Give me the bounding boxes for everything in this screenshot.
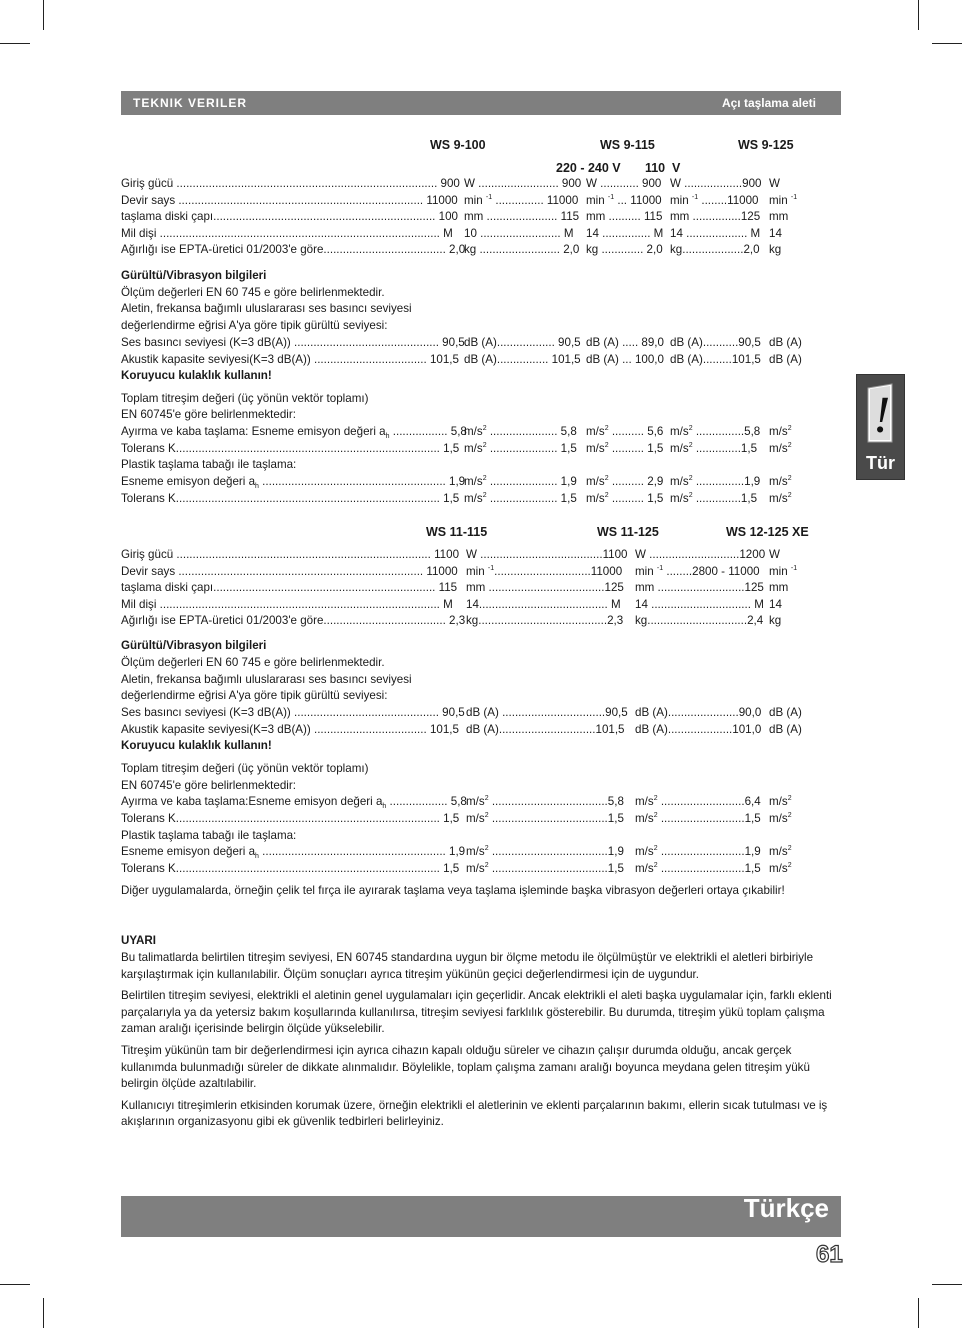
vibration-line: Toplam titreşim değeri (üç yönün vektör toplamı) [121, 762, 369, 775]
row-value: $m/s^2$ [769, 811, 792, 825]
row-value: W [769, 548, 780, 561]
noise-line: Aletin, frekansa bağımlı uluslararası ses basıncı seviyesi [121, 302, 412, 315]
row-value: $m/s^2$ ..........................1,5 [635, 861, 761, 875]
table-row [121, 722, 841, 739]
row-value: $m/s^2$ ..........................1,5 [635, 811, 761, 825]
row-value: $m/s^2$ [769, 845, 792, 858]
row-label: Tolerans K.................................................................................. 1,5 [121, 491, 460, 505]
vibration-line: Toplam titreşim değeri (üç yönün vektör toplamı) [121, 392, 369, 405]
row-value: $m/s^2$ [769, 475, 792, 488]
crop-mark [43, 1298, 44, 1328]
row-value: min $^{-1}$ ........2800 - 11000 [635, 564, 760, 578]
row-value: $m/s^2$ ..............1,5 [670, 441, 758, 455]
row-value: W ..................900 [670, 177, 762, 190]
noise-table-1 [121, 335, 841, 368]
row-value: $m/s^2$ ....................................5,8 [466, 795, 624, 808]
table-row [121, 209, 841, 226]
row-label: taşlama diski çapı..................................................................... 115 [121, 581, 458, 595]
row-value: dB (A)................ 101,5 [464, 352, 581, 366]
crop-mark [932, 43, 962, 44]
model-header: WS 9-100 [430, 138, 486, 152]
row-value: W ............ 900 [586, 177, 662, 190]
row-value: 10 ......................... M [464, 226, 574, 240]
ear-protection-note: Koruyucu kulaklık kullanın! [121, 739, 272, 752]
row-value: mm ....................................125 [466, 581, 624, 595]
row-value: W ......................... 900 [464, 177, 582, 190]
page-number: 61 [816, 1241, 843, 1268]
row-label: taşlama diski çapı..................................................................... 100 [121, 210, 458, 224]
row-value: W ............................1200 [635, 548, 766, 561]
model-header: WS 9-125 [738, 138, 794, 152]
row-label: Esneme emisyon değeri $a_h$ ......................................................... 1,9 [121, 475, 466, 490]
table-row [121, 193, 841, 210]
crop-mark [0, 43, 30, 44]
row-value: kg [769, 614, 782, 628]
vibration-table-2 [121, 794, 841, 827]
table-row [121, 580, 841, 597]
table-row [121, 491, 841, 508]
other-applications-note: Diğer uygulamalarda, örneğin çelik tel fırça ile ayırarak taşlama veya taşlama işleminde başka vibrasyon değerleri ortaya çıkabilir! [121, 884, 785, 897]
row-value: kg ......................... 2,0 [464, 243, 580, 257]
row-value: dB (A) [769, 722, 802, 736]
row-value: 14 [769, 226, 782, 240]
ear-protection-note: Koruyucu kulaklık kullanın! [121, 369, 272, 382]
row-value: $m/s^2$ ..............1,5 [670, 491, 758, 505]
row-value: dB (A)..............................101,5 [466, 722, 625, 736]
table-row [121, 547, 841, 564]
vibration-line: EN 60745'e göre belirlenmektedir: [121, 408, 296, 421]
model-header: WS 11-125 [597, 525, 659, 539]
row-label: Ses basıncı seviyesi (K=3 dB(A)) ............................................. 90,5 [121, 336, 465, 349]
row-value: 14 ................... M [670, 226, 761, 240]
row-label: Mil dişi ....................................................................................... M [121, 226, 453, 240]
noise-line: Ölçüm değerleri EN 60 745 e göre belirlenmektedir. [121, 656, 385, 669]
row-value: mm [769, 210, 789, 224]
crop-mark [918, 1298, 919, 1328]
language-title: Türkçe [743, 1193, 829, 1223]
row-value: $m/s^2$ ...............1,9 [670, 475, 761, 488]
row-value: dB (A).........101,5 [670, 352, 761, 366]
row-label: Tolerans K.................................................................................. 1,5 [121, 811, 460, 825]
row-value: $m/s^2$ ....................................1,9 [466, 845, 624, 858]
warning-paragraph: Kullanıcıyı titreşimlerin etkisinden korumak üzere, örneğin elektrikli el aletlerinin ve eklenti parçalarının bakımı, ellerin sıcak tutulması ve iş akışlarının organizasyonu gibi ek güvenlik tedbirleri belirleyiniz. [121, 1098, 828, 1129]
row-value: $m/s^2$ ...............5,8 [670, 425, 761, 438]
row-value: $m/s^2$ ..................... 1,5 [464, 491, 577, 505]
row-label: Giriş gücü ............................................................................... 1100 [121, 548, 460, 561]
table-row [121, 564, 841, 581]
row-value: $m/s^2$ ..................... 1,5 [464, 441, 577, 455]
table-row [121, 597, 841, 614]
row-value: $m/s^2$ [769, 491, 792, 505]
svg-text:!: ! [873, 387, 891, 444]
row-value: mm ...............125 [670, 210, 761, 224]
plastic-table-1 [121, 474, 841, 507]
model-header: WS 12-125 XE [726, 525, 809, 539]
table-row [121, 176, 841, 193]
table-row [121, 794, 841, 811]
row-value: kg........................................2,3 [466, 614, 624, 628]
row-value: dB (A) [769, 352, 802, 366]
row-label: Devir says ............................................................................ 11000 [121, 193, 458, 207]
section-title: TEKNIK VERILER [133, 96, 248, 110]
table-row [121, 861, 841, 878]
noise-table-2 [121, 705, 841, 738]
row-value: $m/s^2$ ..................... 5,8 [464, 425, 577, 438]
row-label: Tolerans K.................................................................................. 1,5 [121, 441, 460, 455]
spec-table-2 [121, 547, 841, 630]
row-value: dB (A) ... 100,0 [586, 352, 664, 366]
row-label: Giriş gücü ................................................................................. 900 [121, 177, 460, 190]
row-label: Tolerans K.................................................................................. 1,5 [121, 861, 460, 875]
row-value: kg...................2,0 [670, 243, 760, 257]
row-value: $m/s^2$ ..........................1,9 [635, 845, 761, 858]
product-name: Açı taşlama aleti [721, 96, 816, 110]
table-row [121, 705, 841, 722]
plastic-title: Plastik taşlama tabağı ile taşlama: [121, 829, 297, 842]
row-value: dB (A) ................................90,5 [466, 706, 628, 719]
row-value: $m/s^2$ [769, 795, 792, 808]
row-value: kg ............. 2,0 [586, 243, 663, 257]
noise-line: Aletin, frekansa bağımlı uluslararası ses basıncı seviyesi [121, 673, 412, 686]
table-row [121, 335, 841, 352]
table-row [121, 811, 841, 828]
table-row [121, 352, 841, 369]
warning-icon [862, 380, 898, 448]
noise-line: değerlendirme eğrisi A'ya göre tipik gürültü seviyesi: [121, 319, 388, 332]
row-value: min $^{-1}$ ........11000 [670, 193, 759, 207]
row-value: min $^{-1}$ ... 11000 [586, 193, 662, 207]
row-value: min $^{-1}$..............................11000 [466, 564, 623, 578]
table-row [121, 613, 841, 630]
footer-bar [121, 1193, 841, 1237]
row-value: W [769, 177, 780, 190]
row-value: min $^{-1}$ [769, 564, 798, 578]
warning-text [121, 950, 841, 1136]
warning-title: UYARI [121, 934, 157, 947]
row-value: $m/s^2$ ....................................1,5 [466, 811, 624, 825]
table-row [121, 844, 841, 861]
row-label: Ağırlığı ise EPTA-üretici 01/2003'e göre...................................... 2,3 [121, 614, 466, 628]
warning-paragraph: Bu talimatlarda belirtilen titreşim seviyesi, EN 60745 standardına uygun bir ölçme metodu ile ölçülmüştür ve elektrikli el aletleri birbiriyle karşılaştırmak için kullanılabilir. Ölçüm sonuçları ayrıca titreşim yükünün geçici değerlendirmesi için de uygundur. [121, 951, 814, 981]
vibration-line: EN 60745'e göre belirlenmektedir: [121, 779, 296, 792]
row-value: min $^{-1}$ ............... 11000 [464, 193, 579, 207]
row-value: mm .......... 115 [586, 210, 663, 224]
row-label: Devir says ............................................................................ 11000 [121, 564, 458, 578]
row-label: Ayırma ve kaba taşlama: Esneme emisyon değeri $a_h$ ................. 5,8 [121, 425, 467, 440]
row-value: W ......................................1100 [466, 548, 628, 561]
table-row [121, 474, 841, 491]
noise-line: Ölçüm değerleri EN 60 745 e göre belirlenmektedir. [121, 286, 385, 299]
row-value: $m/s^2$ [769, 441, 792, 455]
row-value: $m/s^2$ .......... 1,5 [586, 491, 664, 505]
row-value: $m/s^2$ ..................... 1,9 [464, 475, 577, 488]
noise-line: değerlendirme eğrisi A'ya göre tipik gürültü seviyesi: [121, 689, 388, 702]
table-row [121, 242, 841, 259]
row-value: mm ...................... 115 [464, 210, 580, 224]
row-value: mm ...........................125 [635, 581, 764, 595]
section-header [121, 91, 841, 115]
voltage-header: 220 - 240 V 110 V [556, 161, 681, 175]
row-value: $m/s^2$ ..........................6,4 [635, 795, 761, 808]
row-value: dB (A) [769, 336, 802, 349]
row-value: mm [769, 581, 789, 595]
vibration-table-1 [121, 424, 841, 457]
row-value: $m/s^2$ ....................................1,5 [466, 861, 624, 875]
row-label: Akustik kapasite seviyesi(K=3 dB(A)) ................................... 101,5 [121, 352, 459, 366]
row-value: $m/s^2$ [769, 425, 792, 438]
noise-title: Gürültü/Vibrasyon bilgileri [121, 639, 267, 652]
crop-mark [43, 0, 44, 30]
model-header: WS 9-115 [600, 138, 655, 152]
row-value: $m/s^2$ .......... 1,5 [586, 441, 664, 455]
row-value: kg...............................2,4 [635, 614, 764, 628]
model-header: WS 11-115 [426, 525, 488, 539]
row-label: Akustik kapasite seviyesi(K=3 dB(A)) ................................... 101,5 [121, 722, 459, 736]
row-value: kg [769, 243, 782, 257]
row-value: dB (A)......................90,0 [635, 706, 762, 719]
crop-mark [932, 1284, 962, 1285]
row-value: min $^{-1}$ [769, 193, 798, 207]
crop-mark [0, 1284, 30, 1285]
crop-mark [918, 0, 919, 30]
row-label: Ayırma ve kaba taşlama:Esneme emisyon değeri $a_h$ .................. 5,8 [121, 795, 467, 810]
row-value: dB (A)....................101,0 [635, 722, 762, 736]
table-row [121, 226, 841, 243]
table-row [121, 424, 841, 441]
language-tab-label: Tür [866, 453, 895, 473]
row-label: Ağırlığı ise EPTA-üretici 01/2003'e göre...................................... 2,0 [121, 243, 466, 257]
noise-title: Gürültü/Vibrasyon bilgileri [121, 269, 267, 282]
plastic-table-2 [121, 844, 841, 877]
row-value: 14........................................ M [466, 597, 621, 611]
row-value: 14 [769, 597, 782, 611]
language-tab [856, 374, 905, 480]
warning-paragraph: Belirtilen titreşim seviyesi, elektrikli el aletinin genel uygulamaları için geçerlidir. Ancak elektrikli el aleti başka uygulamalar için, farklı eklenti parçalarıyla ya da yetersiz bakım koşullarında kullanılırsa, titreşim seviyesi farklılık gösterebilir. Bu durumda, titreşim yükü toplam çalışma zaman aralığı içerisinde belirgin ölçüde yükselebilir. [121, 989, 832, 1036]
row-label: Ses basıncı seviyesi (K=3 dB(A)) ............................................. 90,5 [121, 706, 465, 719]
row-value: dB (A) [769, 706, 802, 719]
plastic-title: Plastik taşlama tabağı ile taşlama: [121, 458, 297, 471]
row-value: $m/s^2$ .......... 5,6 [586, 425, 664, 438]
row-value: 14 ............................... M [635, 597, 764, 611]
spec-table-1 [121, 176, 841, 259]
warning-paragraph: Titreşim yükünün tam bir değerlendirmesi için ayrıca cihazın kapalı olduğu süreler ve cihazın çalışır durumda olduğu, ancak gerçek kullanımda bulunmadığı süreler de dikkate alınmalıdır. Böylelikle, toplam çalışma zamanı aralığı boyunca meydana gelen titreşim yükü belirgin ölçüde azaltılabilir. [121, 1043, 810, 1091]
row-value: $m/s^2$ [769, 861, 792, 875]
row-value: dB (A).................. 90,5 [464, 336, 581, 349]
row-value: dB (A) ..... 89,0 [586, 336, 664, 349]
row-label: Mil dişi ....................................................................................... M [121, 597, 453, 611]
row-value: 14 ............... M [586, 226, 664, 240]
table-row [121, 441, 841, 458]
row-value: $m/s^2$ .......... 2,9 [586, 475, 664, 488]
row-value: dB (A)...........90,5 [670, 336, 761, 349]
row-label: Esneme emisyon değeri $a_h$ ......................................................... 1,9 [121, 845, 466, 860]
